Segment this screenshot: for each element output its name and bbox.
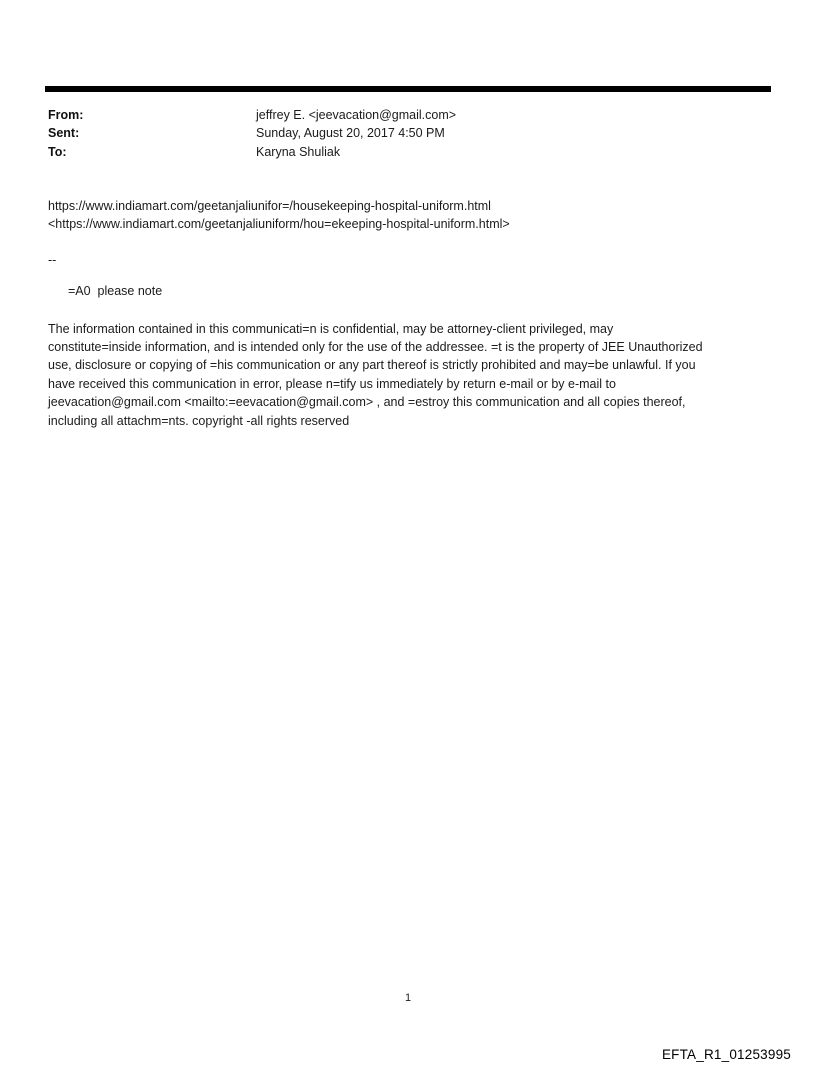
confidentiality-disclaimer (48, 320, 762, 430)
to-label: To: (48, 144, 67, 159)
email-header (48, 106, 456, 161)
email-body (48, 197, 762, 430)
disclaimer-line: The information contained in this communicati=n is confidential, may be attorney-client privileged, may (48, 321, 614, 336)
from-label: From: (48, 108, 84, 122)
sent-label: Sent: (48, 126, 80, 141)
header-divider-rule (45, 86, 771, 92)
header-row-sent (48, 124, 456, 142)
sent-value: Sunday, August 20, 2017 4:50 PM (256, 126, 445, 141)
signature-separator: -- (48, 252, 57, 267)
url-text-line-2: <https://www.indiamart.com/geetanjaliuniform/hou=ekeeping-hospital-uniform.html> (48, 217, 510, 232)
header-row-to (48, 143, 456, 161)
from-value: jeffrey E. <jeevacation@gmail.com> (256, 108, 457, 122)
to-value: Karyna Shuliak (256, 144, 341, 159)
header-row-from (48, 106, 456, 124)
disclaimer-line: have received this communication in error, please n=tify us immediately by return e-mail or by e-mail to (48, 376, 616, 391)
page-number: 1 (404, 992, 412, 1004)
url-text-line-1: https://www.indiamart.com/geetanjaliunifor=/housekeeping-hospital-uniform.html (48, 199, 491, 213)
please-note-line: =A0 please note (68, 284, 163, 299)
disclaimer-line: including all attachm=nts. copyright -all rights reserved (48, 413, 350, 428)
disclaimer-line: constitute=inside information, and is intended only for the use of the addressee. =t is the property of JEE Unauthorized (48, 340, 703, 355)
disclaimer-line: use, disclosure or copying of =his communication or any part thereof is strictly prohibited and may=be unlawful. If you (48, 358, 696, 373)
disclaimer-line: jeevacation@gmail.com <mailto:=eevacation@gmail.com> , and =estroy this communication and all copies thereof, (48, 395, 686, 410)
bates-number: EFTA_R1_01253995 (661, 1047, 791, 1062)
